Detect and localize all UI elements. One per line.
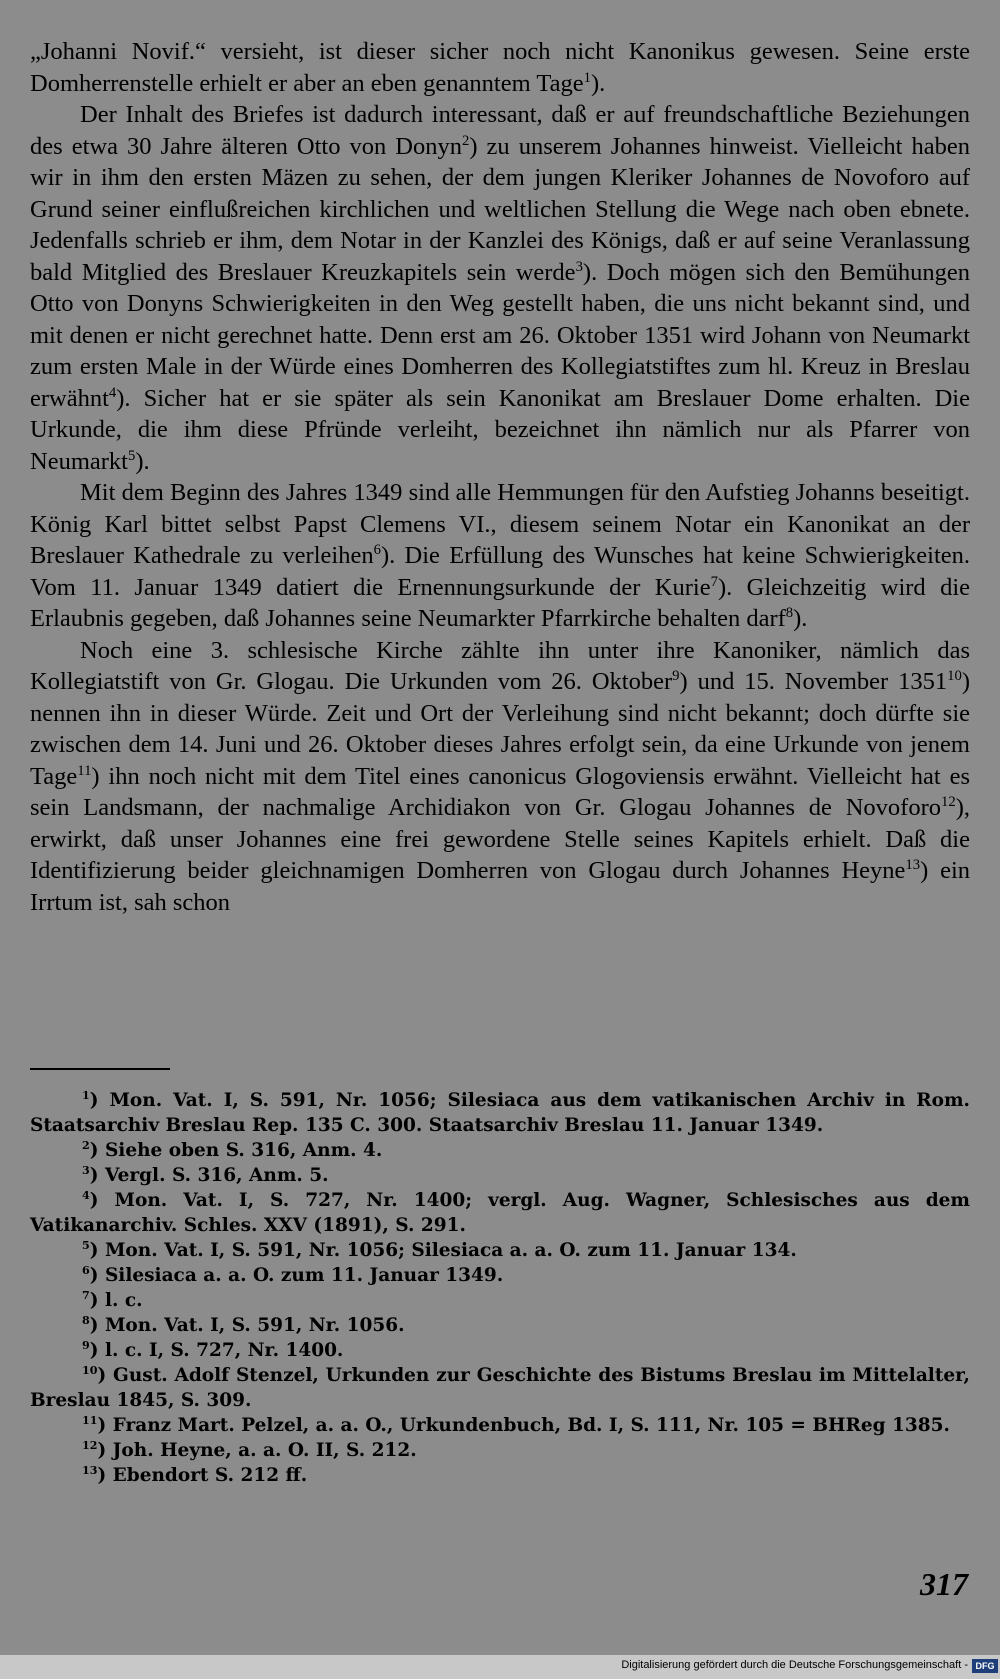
text-run: ). — [135, 447, 150, 475]
body-paragraph — [30, 477, 970, 635]
footnote-number: 12 — [82, 1438, 98, 1452]
footnote-text: Mon. Vat. I, S. 591, Nr. 1056; Silesiaca aus dem vatikanischen Archiv in Rom. Staatsarchiv Breslau Rep. 135 C. 300. Staatsarchiv Breslau 11. Januar 1349. — [30, 1090, 970, 1136]
footnote-text: Silesiaca a. a. O. zum 11. Januar 1349. — [104, 1265, 504, 1286]
footnote-text: l. c. — [104, 1290, 143, 1311]
footnote-paren: ) — [89, 1290, 105, 1311]
footnote-number: 2 — [82, 1138, 90, 1152]
body-paragraph — [30, 635, 970, 919]
footnote-paren: ) — [97, 1365, 114, 1386]
footnote-paren: ) — [89, 1165, 105, 1186]
text-run: ). Doch mögen sich den Bemühungen Otto von Donyns Schwierigkeiten in den Weg gestellt haben, die uns nicht bekannt sind, und mit denen er nicht gerechnet hatte. Denn erst am 26. Oktober 1351 wird Johann von Neumarkt zum ersten Male in der Würde eines Domherren des Kollegiatstiftes zum hl. Kreuz in Breslau erwähnt — [30, 258, 970, 412]
footnote — [30, 1288, 970, 1313]
text-run: ) zu unserem Johannes hinweist. Vielleicht haben wir in ihm den ersten Mäzen zu sehen, der dem jungen Kleriker Johannes de Novoforo auf Grund seiner einflußreichen kirchlichen und weltlichen Stellung die Wege nach oben ebnete. Jedenfalls schrieb er ihm, dem Notar in der Kanzlei des Königs, daß er auf seine Veranlassung bald Mitglied des Breslauer Kreuzkapitels sein werde — [30, 132, 970, 286]
footnote-text: Joh. Heyne, a. a. O. II, S. 212. — [112, 1440, 417, 1461]
body-paragraph — [30, 36, 970, 99]
footnote-number: 13 — [82, 1463, 98, 1477]
text-run: Mit dem Beginn des Jahres 1349 sind alle Hemmungen für den Aufstieg Johanns beseitigt. König Karl bittet selbst Papst Clemens VI., diesem seinem Notar ein Kanonikat an der Breslauer Kathedrale zu verleihen — [30, 479, 970, 569]
footnote-paren: ) — [97, 1415, 113, 1436]
footnote-text: Mon. Vat. I, S. 727, Nr. 1400; vergl. Aug. Wagner, Schlesisches aus dem Vatikanarchiv. Schles. XXV (1891), S. 291. — [30, 1190, 970, 1236]
footnote-ref: 8 — [785, 604, 794, 621]
footnote-number: 11 — [82, 1413, 98, 1427]
footnote-number: 4 — [82, 1188, 90, 1202]
footnote-ref: 10 — [947, 667, 962, 684]
footnote — [30, 1313, 970, 1338]
footnote-paren: ) — [89, 1265, 105, 1286]
footnote-ref: 9 — [672, 667, 680, 684]
footnote-text: Vergl. S. 316, Anm. 5. — [104, 1165, 329, 1186]
credit-text: Digitalisierung gefördert durch die Deutsche Forschungsgemeinschaft - — [621, 1659, 968, 1671]
footnote — [30, 1088, 970, 1138]
footnote-paren: ) — [97, 1465, 113, 1486]
text-run: ), erwirkt, daß unser Johannes eine frei gewordene Stelle seines Kapitels erhielt. Daß die Identifizierung beider gleichnamigen Domherren von Glogau durch Johannes Heyne — [30, 794, 970, 884]
text-run: ). Die Erfüllung des Wunsches hat keine Schwierigkeiten. Vom 11. Januar 1349 datiert die Ernennungsurkunde der Kurie — [30, 542, 971, 601]
footnote-ref: 11 — [77, 762, 92, 779]
footnote-ref: 6 — [373, 541, 381, 558]
footnote — [30, 1188, 970, 1238]
footnote-text: Franz Mart. Pelzel, a. a. O., Urkundenbuch, Bd. I, S. 111, Nr. 105 = BHReg 1385. — [112, 1415, 950, 1436]
footnote-number: 6 — [82, 1263, 90, 1277]
footnote-text: Siehe oben S. 316, Anm. 4. — [104, 1140, 383, 1161]
footnote-paren: ) — [89, 1190, 115, 1211]
text-run: ). Sicher hat er sie später als sein Kanonikat am Breslauer Dome erhalten. Die Urkunde, die ihm diese Pfründe verleiht, bezeichnet ihn nämlich nur als Pfarrer von Neumarkt — [30, 384, 970, 475]
footnote-paren: ) — [97, 1440, 113, 1461]
text-run: „Johanni Novif.“ versieht, ist dieser sicher noch nicht Kanonikus gewesen. Seine erste Domherrenstelle erhielt er aber an eben genanntem Tage — [30, 38, 970, 97]
text-run: ). — [793, 605, 808, 632]
text-run: Noch eine 3. schlesische Kirche zählte ihn unter ihre Kanoniker, nämlich das Kollegiatstift von Gr. Glogau. Die Urkunden vom 26. Oktober — [30, 636, 970, 695]
footnote-ref: 5 — [127, 447, 136, 464]
body-text — [30, 36, 970, 918]
text-run: ) ein Irrtum ist, sah schon — [30, 857, 971, 916]
footnote-ref: 13 — [905, 856, 921, 873]
footnotes — [30, 1088, 970, 1488]
footnote-number: 9 — [82, 1338, 90, 1352]
footnote-number: 8 — [82, 1313, 90, 1327]
footnote-ref: 1 — [583, 69, 591, 86]
footnote — [30, 1238, 970, 1263]
text-run: ) ihn noch nicht mit dem Titel eines canonicus Glogoviensis erwähnt. Vielleicht hat es sein Landsmann, der nachmalige Archidiakon von Gr. Glogau Johannes de Novoforo — [30, 762, 970, 821]
footnote-paren: ) — [89, 1315, 105, 1336]
footnote — [30, 1338, 970, 1363]
footnote-text: Ebendort S. 212 ff. — [112, 1465, 308, 1486]
footnote-paren: ) — [89, 1240, 105, 1261]
text-run: ). — [590, 69, 606, 97]
footnote — [30, 1413, 970, 1438]
footnote-paren: ) — [89, 1090, 110, 1111]
text-run: ) nennen ihn in dieser Würde. Zeit und Ort der Verleihung sind nicht bekannt; doch dürfte sie zwischen dem 14. Juni und 26. Oktober dieses Jahres erfolgt sein, da eine Urkunde von jenem Tage — [30, 668, 970, 790]
footnote-text: Gust. Adolf Stenzel, Urkunden zur Geschichte des Bistums Breslau im Mittelalter, Breslau 1845, S. 309. — [30, 1365, 970, 1411]
footnote — [30, 1463, 970, 1488]
footnote — [30, 1263, 970, 1288]
footnote — [30, 1163, 970, 1188]
footnote-paren: ) — [89, 1340, 105, 1361]
footnote-number: 1 — [82, 1088, 90, 1102]
footnote-text: l. c. I, S. 727, Nr. 1400. — [104, 1340, 344, 1361]
footnote-text: Mon. Vat. I, S. 591, Nr. 1056. — [104, 1315, 405, 1336]
footnote-paren: ) — [89, 1140, 105, 1161]
footnote-ref: 3 — [575, 258, 583, 275]
body-paragraph — [30, 99, 970, 477]
footnote-number: 3 — [82, 1163, 90, 1177]
footnote-ref: 4 — [108, 384, 117, 401]
footnote-text: Mon. Vat. I, S. 591, Nr. 1056; Silesiaca a. a. O. zum 11. Januar 134. — [104, 1240, 797, 1261]
footnote-number: 7 — [82, 1288, 90, 1302]
footnote — [30, 1438, 970, 1463]
footnote-ref: 2 — [462, 132, 470, 149]
footnote-ref: 12 — [941, 793, 956, 810]
footnote — [30, 1363, 970, 1413]
text-run: ). Gleichzeitig wird die Erlaubnis gegeben, daß Johannes seine Neumarkter Pfarrkirche behalten darf — [30, 573, 971, 632]
text-run: Der Inhalt des Briefes ist dadurch interessant, daß er auf freundschaftliche Beziehungen des etwa 30 Jahre älteren Otto von Donyn — [30, 101, 970, 160]
footnote-number: 5 — [82, 1238, 90, 1252]
page-number: 317 — [920, 1566, 968, 1602]
footnote-ref: 7 — [710, 573, 718, 590]
footnote-number: 10 — [82, 1363, 98, 1377]
text-run: ) und 15. November 1351 — [679, 668, 948, 695]
footnote-separator — [30, 1068, 170, 1070]
footnote — [30, 1138, 970, 1163]
credit-bar — [0, 1655, 1000, 1679]
dfg-logo: DFG — [972, 1659, 998, 1673]
